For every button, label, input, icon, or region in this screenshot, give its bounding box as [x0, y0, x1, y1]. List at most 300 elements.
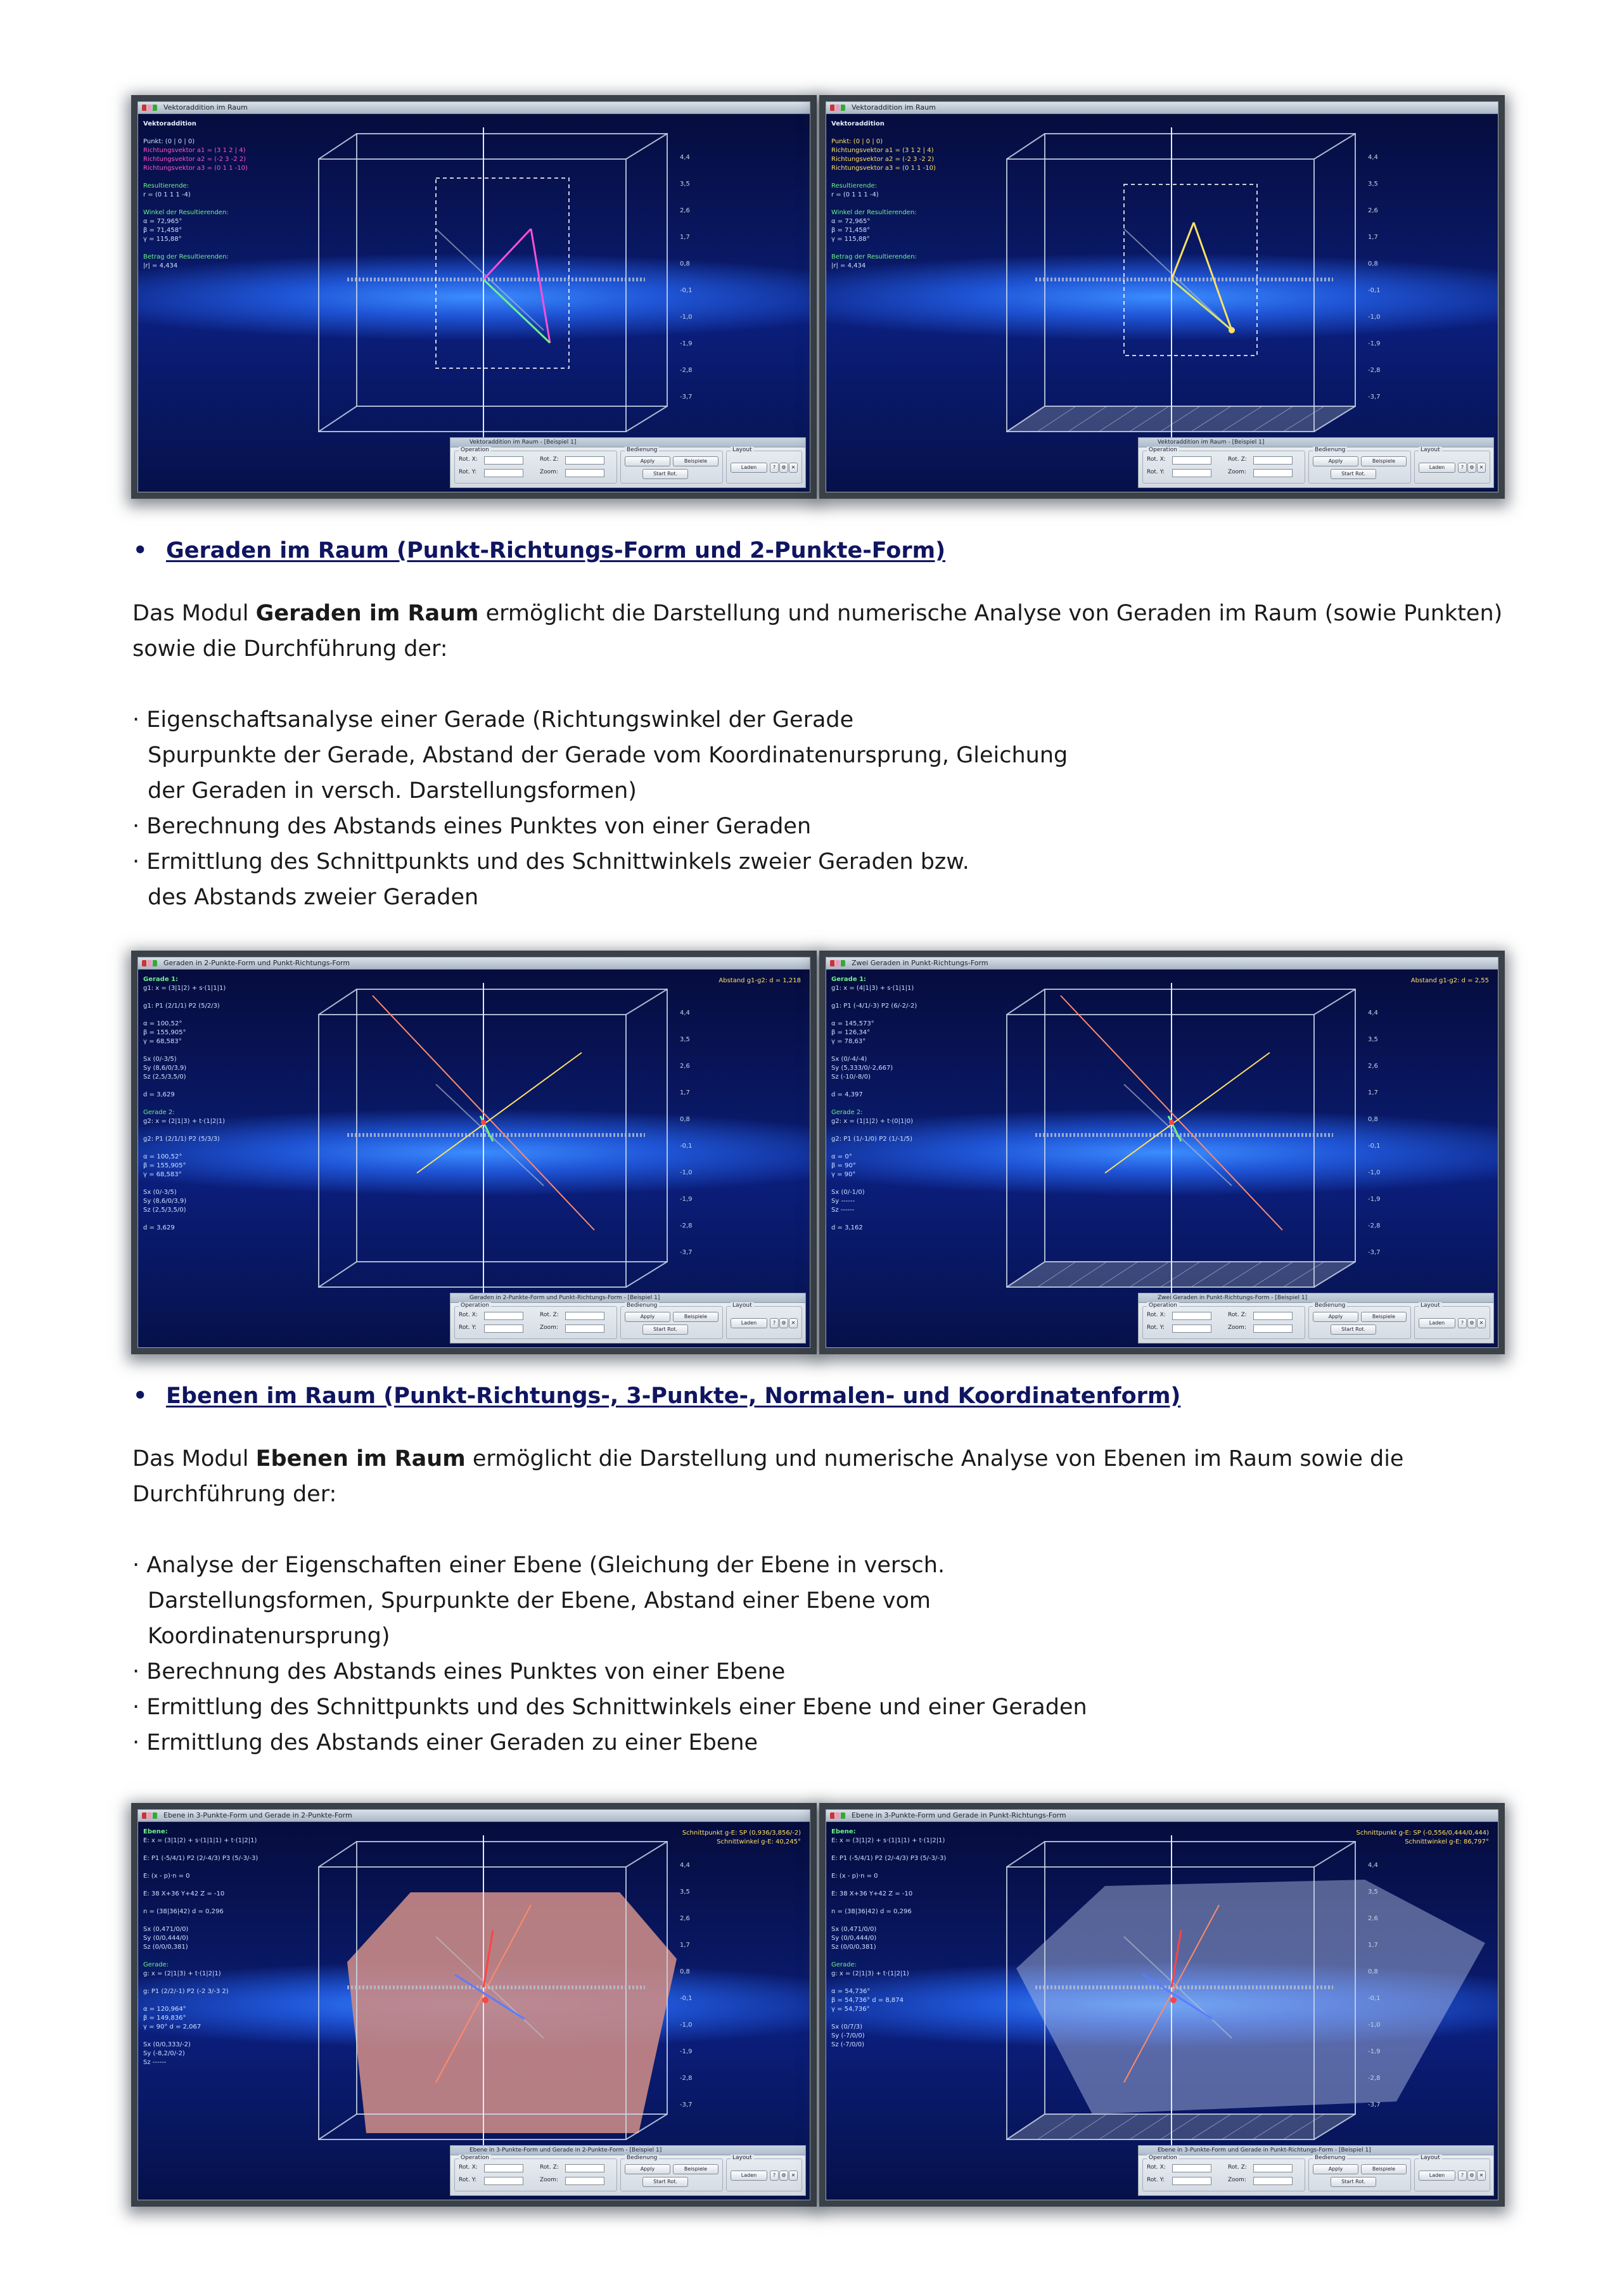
info-line: d = 3,162	[831, 1224, 863, 1231]
field-label: Rot. Z:	[540, 456, 559, 463]
heading-link-ebenen[interactable]: Ebenen im Raum (Punkt-Richtungs-, 3-Punkte-, Normalen- und Koordinatenform)	[166, 1383, 1181, 1409]
info-line: Sy (-8,2/0/-2)	[143, 2050, 185, 2057]
tick-label: 0,8	[680, 1116, 690, 1123]
info-line: E: x = (3|1|2) + s·(1|1|1) + t·(1|2|1)	[831, 1837, 945, 1844]
beispiele-button[interactable]: Beispiele	[673, 456, 718, 466]
screenshot-geraden-1	[137, 957, 810, 1348]
bedienung-group	[1308, 1302, 1411, 1339]
panel-title: Vektoraddition im Raum - [Beispiel 1]	[450, 438, 805, 447]
info-line: g: x = (2|1|3) + t·(1|2|1)	[143, 1970, 221, 1977]
info-line: Sy (0/0,444/0)	[143, 1935, 189, 1942]
window-title: Ebene in 3-Punkte-Form und Gerade in Punkt-Richtungs-Form	[826, 1810, 1498, 1822]
info-line: γ = 68,583°	[143, 1038, 182, 1045]
grid-floor	[1007, 406, 1355, 432]
tick-label: -1,9	[680, 1196, 693, 1203]
info-line: g1: x = (3|1|2) + s·(1|1|1)	[143, 985, 226, 992]
close-icon[interactable]: ✕	[789, 2171, 798, 2181]
value-spinner[interactable]	[1253, 469, 1293, 477]
list-item: · Ermittlung des Abstands einer Geraden zu einer Ebene	[132, 1730, 758, 1755]
info-line: Sz (2,5/3,5/0)	[143, 1207, 186, 1214]
control-panel	[1138, 1293, 1494, 1344]
field-label: Zoom:	[540, 469, 558, 475]
intro-text: ermöglicht die Darstellung und numerische Analyse von Ebenen im Raum sowie die Durchführung der:	[132, 1446, 1404, 1507]
tick-label: 4,4	[680, 1010, 690, 1017]
intro-prefix: Das Modul	[132, 1446, 256, 1472]
bullet-dot: •	[133, 1383, 148, 1409]
info-line: Sx (0,471/0/0)	[143, 1926, 189, 1933]
info-line: Gerade 2:	[143, 1109, 175, 1116]
settings-icon[interactable]: ⚙	[779, 2171, 788, 2181]
screenshot-ebenen-1	[137, 1809, 810, 2200]
help-icon[interactable]: ?	[1458, 2171, 1467, 2181]
intersection-point	[482, 1997, 489, 2003]
field-label: Zoom:	[1228, 1324, 1246, 1331]
value-spinner[interactable]	[1172, 2177, 1211, 2185]
group-label: Bedienung	[1313, 1302, 1347, 1309]
cube-back-face	[1045, 134, 1355, 406]
apply-button[interactable]: Apply	[625, 1312, 670, 1322]
info-line: E: x = (3|1|2) + s·(1|1|1) + t·(1|2|1)	[143, 1837, 257, 1844]
tick-label: -2,8	[1368, 367, 1381, 374]
start-rotation-button[interactable]: Start Rot.	[642, 2177, 688, 2187]
info-line: g2: P1 (2/1/1) P2 (5/3/3)	[143, 1136, 220, 1143]
group-label: Bedienung	[625, 2155, 659, 2161]
cube-front-face	[319, 1015, 626, 1287]
info-line: Winkel der Resultierenden:	[831, 209, 917, 216]
tick-label: 4,4	[680, 1862, 690, 1869]
cube-back-face	[357, 989, 667, 1262]
tick-label: 3,5	[680, 1036, 690, 1043]
value-spinner[interactable]	[484, 2164, 523, 2172]
operation-group	[454, 2155, 617, 2191]
window-title: Vektoraddition im Raum	[826, 102, 1498, 114]
group-label: Bedienung	[1313, 2155, 1347, 2161]
distance-readout: Abstand g1-g2: d = 2,55	[1410, 977, 1489, 984]
beispiele-button[interactable]: Beispiele	[1361, 1312, 1407, 1322]
info-line: Sy (-7/0/0)	[831, 2032, 865, 2039]
tick-label: 3,5	[1368, 1889, 1378, 1895]
scene-3d	[826, 1810, 1498, 2200]
point-marker	[481, 1120, 486, 1125]
info-line: Sx (0,471/0/0)	[831, 1926, 877, 1933]
info-line: Ebene:	[831, 1828, 856, 1835]
list-item: · Analyse der Eigenschaften einer Ebene (Gleichung der Ebene in versch.	[132, 1553, 945, 1578]
cube-edge	[1314, 1842, 1355, 1867]
tick-label: 0,8	[680, 1968, 690, 1975]
info-line: Gerade 1:	[831, 976, 867, 983]
field-label: Rot. Y:	[1147, 2177, 1165, 2183]
tick-label: -1,0	[680, 1169, 693, 1176]
operation-group	[454, 1302, 617, 1339]
tick-label: 1,7	[1368, 1089, 1378, 1096]
tick-label: 3,5	[680, 1889, 690, 1895]
info-line: Richtungsvektor a2 = (-2 3 -2 2)	[831, 156, 935, 163]
info-line: E: P1 (-5/4/1) P2 (2/-4/3) P3 (5/-3/-3)	[831, 1855, 947, 1862]
info-line: α = 100,52°	[143, 1020, 182, 1027]
settings-icon[interactable]: ⚙	[1467, 2171, 1476, 2181]
cube-edge	[319, 1842, 357, 1867]
value-spinner[interactable]	[1253, 2177, 1293, 2185]
info-line: Sx (0/-3/5)	[143, 1056, 177, 1063]
info-line: g2: P1 (1/-1/0) P2 (1/-1/5)	[831, 1136, 913, 1143]
tick-label: 1,7	[680, 1942, 690, 1949]
value-spinner[interactable]	[1253, 1312, 1293, 1320]
info-line: β = 149,836°	[143, 2015, 186, 2022]
layout-group	[726, 2155, 802, 2191]
field-label: Rot. X:	[459, 1312, 478, 1318]
intro-prefix: Das Modul	[132, 601, 256, 626]
tick-label: 1,7	[1368, 234, 1378, 241]
feature-list-geraden	[132, 702, 1526, 915]
list-item: · Eigenschaftsanalyse einer Gerade (Richtungswinkel der Gerade	[132, 707, 854, 733]
info-line: r = (0 1 1 1 -4)	[831, 191, 879, 198]
info-line: g2: x = (1|1|2) + t·(0|1|0)	[831, 1118, 914, 1125]
tick-label: 1,7	[680, 234, 690, 241]
bedienung-group	[620, 447, 723, 484]
info-line: Sz ------	[143, 2059, 167, 2066]
info-line: Betrag der Resultierenden:	[831, 253, 917, 260]
group-label: Bedienung	[625, 1302, 659, 1309]
info-line: Richtungsvektor a1 = (3 1 2 | 4)	[143, 147, 246, 154]
operation-group	[1142, 1302, 1305, 1339]
apply-button[interactable]: Apply	[1313, 2164, 1358, 2174]
intro-text: ermöglicht die Darstellung und numerische Analyse von Geraden im Raum (sowie Punkten) sowie die Durchführung der:	[132, 601, 1503, 662]
info-line: Punkt: (0 | 0 | 0)	[831, 138, 883, 145]
help-icon[interactable]: ?	[1458, 463, 1467, 473]
group-label: Operation	[1147, 2155, 1179, 2161]
info-line: |r| = 4,434	[143, 262, 178, 269]
value-spinner[interactable]	[565, 469, 604, 477]
laden-button[interactable]: Laden	[1419, 1318, 1455, 1328]
distance-readout: Abstand g1-g2: d = 1,218	[718, 977, 801, 984]
field-label: Rot. Z:	[1228, 1312, 1247, 1318]
settings-icon[interactable]: ⚙	[1467, 1318, 1476, 1328]
tick-label: -3,7	[1368, 1249, 1381, 1256]
scene-3d	[138, 958, 810, 1347]
screenshot-ebenen-2	[826, 1809, 1498, 2200]
info-line: E: (x - p)·n = 0	[831, 1873, 878, 1880]
info-line: Gerade 1:	[143, 976, 179, 983]
group-label: Bedienung	[625, 447, 659, 453]
tick-label: 2,6	[680, 207, 690, 214]
value-spinner[interactable]	[565, 456, 604, 465]
info-line: γ = 78,63°	[831, 1038, 866, 1045]
cube-edge	[1314, 134, 1355, 159]
start-rotation-button[interactable]: Start Rot.	[1331, 2177, 1376, 2187]
panel-title: Geraden in 2-Punkte-Form und Punkt-Richtungs-Form - [Beispiel 1]	[450, 1293, 805, 1303]
field-label: Rot. X:	[1147, 2164, 1166, 2171]
laden-button[interactable]: Laden	[731, 1318, 767, 1328]
apply-button[interactable]: Apply	[1313, 456, 1358, 466]
bedienung-group	[1308, 2155, 1411, 2191]
info-line: β = 126,34°	[831, 1029, 871, 1036]
settings-icon[interactable]: ⚙	[779, 1318, 788, 1328]
cube-front-face	[1007, 1015, 1314, 1287]
info-line: g: x = (2|1|3) + t·(1|2|1)	[831, 1970, 909, 1977]
cube-edge	[626, 1262, 667, 1287]
field-label: Rot. X:	[459, 2164, 478, 2171]
panel-title: Ebene in 3-Punkte-Form und Gerade in 2-Punkte-Form - [Beispiel 1]	[450, 2146, 805, 2155]
info-line: g1: x = (4|1|3) + s·(1|1|1)	[831, 985, 914, 992]
tick-label: 0,8	[1368, 1116, 1378, 1123]
tick-label: -0,1	[1368, 1995, 1381, 2002]
close-icon[interactable]: ✕	[1477, 463, 1486, 473]
tick-label: -0,1	[680, 1995, 693, 2002]
field-label: Rot. X:	[459, 456, 478, 463]
field-label: Zoom:	[1228, 469, 1246, 475]
window-title: Ebene in 3-Punkte-Form und Gerade in 2-Punkte-Form	[138, 1810, 810, 1822]
vector-a1	[483, 229, 531, 279]
info-line: Betrag der Resultierenden:	[143, 253, 229, 260]
window-title: Zwei Geraden in Punkt-Richtungs-Form	[826, 958, 1498, 970]
tick-label: -1,0	[1368, 1169, 1381, 1176]
help-icon[interactable]: ?	[770, 2171, 779, 2181]
value-spinner[interactable]	[484, 1312, 523, 1320]
value-spinner[interactable]	[484, 2177, 523, 2185]
info-line: g1: P1 (2/1/1) P2 (5/2/3)	[143, 1003, 220, 1010]
help-icon[interactable]: ?	[770, 1318, 779, 1328]
layout-group	[1414, 2155, 1490, 2191]
value-spinner[interactable]	[565, 1312, 604, 1320]
beispiele-button[interactable]: Beispiele	[1361, 2164, 1407, 2174]
control-panel	[1138, 437, 1494, 488]
field-label: Rot. Y:	[1147, 469, 1165, 475]
group-label: Layout	[1419, 1302, 1442, 1309]
screenshot-geraden-2	[826, 957, 1498, 1348]
info-line: n = (38|36|42) d = 0,296	[143, 1908, 224, 1915]
point-marker	[1229, 327, 1235, 333]
info-line: Sx (0/-1/0)	[831, 1189, 865, 1196]
cube-edge	[1314, 989, 1355, 1015]
field-label: Rot. Z:	[1228, 456, 1247, 463]
apply-button[interactable]: Apply	[625, 456, 670, 466]
info-line: β = 155,905°	[143, 1029, 186, 1036]
laden-button[interactable]: Laden	[731, 2171, 767, 2181]
tick-label: -3,7	[680, 2101, 693, 2108]
info-line: Sx (0/-3/5)	[143, 1189, 177, 1196]
panel-title: Vektoraddition im Raum - [Beispiel 1]	[1139, 438, 1493, 447]
value-spinner[interactable]	[1172, 469, 1211, 477]
intersection-readout: Schnittpunkt g-E: SP (0,936/3,856/-2) Schnittwinkel g-E: 40,245°	[682, 1830, 801, 1845]
tick-label: -1,9	[1368, 340, 1381, 347]
scene-3d	[826, 102, 1498, 492]
laden-button[interactable]: Laden	[1419, 463, 1455, 473]
start-rotation-button[interactable]: Start Rot.	[642, 1324, 688, 1335]
info-line: Sy (5,333/0/-2,667)	[831, 1065, 893, 1072]
scene-3d	[826, 958, 1498, 1347]
group-label: Layout	[731, 2155, 754, 2161]
tick-label: -1,9	[1368, 1196, 1381, 1203]
tick-label: -2,8	[680, 1222, 693, 1229]
info-line: α = 100,52°	[143, 1153, 182, 1160]
info-line: β = 90°	[831, 1162, 856, 1169]
field-label: Rot. X:	[1147, 1312, 1166, 1318]
group-label: Layout	[731, 447, 754, 453]
info-line: Sx (0/-4/-4)	[831, 1056, 867, 1063]
laden-button[interactable]: Laden	[1419, 2171, 1455, 2181]
cube-edge	[626, 1842, 667, 1867]
group-label: Operation	[1147, 447, 1179, 453]
tick-label: 2,6	[1368, 207, 1378, 214]
tick-label: 1,7	[680, 1089, 690, 1096]
cube-edge	[319, 134, 357, 159]
tick-label: 2,6	[680, 1915, 690, 1922]
section-heading-ebenen	[133, 1382, 1180, 1410]
value-spinner[interactable]	[565, 1324, 604, 1333]
heading-link-geraden[interactable]: Geraden im Raum (Punkt-Richtungs-Form und 2-Punkte-Form)	[166, 538, 946, 563]
value-spinner[interactable]	[1172, 1312, 1211, 1320]
info-line: Sz (0/0/0,381)	[143, 1944, 188, 1951]
apply-button[interactable]: Apply	[625, 2164, 670, 2174]
tick-label: 0,8	[680, 260, 690, 267]
tick-label: -3,7	[680, 1249, 693, 1256]
value-spinner[interactable]	[565, 2177, 604, 2185]
operation-group	[454, 447, 617, 484]
field-label: Zoom:	[540, 1324, 558, 1331]
group-label: Layout	[731, 1302, 754, 1309]
info-line: Resultierende:	[143, 183, 189, 189]
line-g2	[1105, 1053, 1270, 1173]
info-line: Gerade:	[143, 1961, 169, 1968]
value-spinner[interactable]	[1172, 2164, 1211, 2172]
tick-label: 0,8	[1368, 260, 1378, 267]
field-label: Rot. Y:	[459, 1324, 476, 1331]
vector-a2	[531, 229, 550, 343]
control-panel	[1138, 2145, 1494, 2196]
field-label: Rot. Y:	[1147, 1324, 1165, 1331]
info-line: α = 145,573°	[831, 1020, 874, 1027]
info-line: |r| = 4,434	[831, 262, 866, 269]
settings-icon[interactable]: ⚙	[1467, 463, 1476, 473]
screenshot-vektoraddition-1	[137, 101, 810, 492]
info-line: E: 38 X+36 Y+42 Z = -10	[831, 1890, 913, 1897]
field-label: Zoom:	[1228, 2177, 1246, 2183]
start-rotation-button[interactable]: Start Rot.	[1331, 469, 1376, 479]
field-label: Rot. Y:	[459, 2177, 476, 2183]
info-line: β = 155,905°	[143, 1162, 186, 1169]
cube-edge	[319, 2114, 357, 2139]
intro-paragraph-geraden	[132, 596, 1526, 667]
window-title: Vektoraddition im Raum	[138, 102, 810, 114]
vector-resultant	[483, 279, 550, 343]
tick-label: -1,9	[1368, 2048, 1381, 2055]
list-item-continuation: der Geraden in versch. Darstellungsformen)	[148, 778, 637, 804]
close-icon[interactable]: ✕	[1477, 1318, 1486, 1328]
info-line: Richtungsvektor a1 = (3 1 2 | 4)	[831, 147, 934, 154]
value-spinner[interactable]	[484, 1324, 523, 1333]
info-line: g: P1 (2/2/-1) P2 (-2 3/-3 2)	[143, 1988, 229, 1995]
plane-surface	[347, 1892, 677, 2133]
value-spinner[interactable]	[1253, 456, 1293, 465]
info-line: n = (38|36|42) d = 0,296	[831, 1908, 912, 1915]
cube-edge	[1007, 134, 1045, 159]
control-panel	[450, 1293, 806, 1344]
panel-title: Ebene in 3-Punkte-Form und Gerade in Punkt-Richtungs-Form - [Beispiel 1]	[1139, 2146, 1493, 2155]
info-line: α = 120,964°	[143, 2006, 186, 2013]
value-spinner[interactable]	[1172, 456, 1211, 465]
tick-label: -2,8	[1368, 1222, 1381, 1229]
operation-group	[1142, 447, 1305, 484]
laden-button[interactable]: Laden	[731, 463, 767, 473]
info-line: Sz (0/0/0,381)	[831, 1944, 876, 1951]
grid-floor	[1007, 2114, 1355, 2139]
settings-icon[interactable]: ⚙	[779, 463, 788, 473]
help-icon[interactable]: ?	[1458, 1318, 1467, 1328]
bedienung-group	[620, 2155, 723, 2191]
intro-paragraph-ebenen	[132, 1441, 1526, 1512]
value-spinner[interactable]	[484, 469, 523, 477]
window-title: Geraden in 2-Punkte-Form und Punkt-Richtungs-Form	[138, 958, 810, 970]
list-item-continuation: Koordinatenursprung)	[148, 1624, 390, 1649]
close-icon[interactable]: ✕	[789, 463, 798, 473]
module-name: Geraden im Raum	[255, 601, 479, 626]
list-item: · Berechnung des Abstands eines Punktes von einer Ebene	[132, 1659, 786, 1684]
start-rotation-button[interactable]: Start Rot.	[642, 469, 688, 479]
tick-label: -0,1	[1368, 1143, 1381, 1150]
list-item: · Ermittlung des Schnittpunkts und des Schnittwinkels zweier Geraden bzw.	[132, 849, 969, 875]
group-label: Operation	[459, 2155, 491, 2161]
info-line: E: (x - p)·n = 0	[143, 1873, 190, 1880]
close-icon[interactable]: ✕	[1477, 2171, 1486, 2181]
value-spinner[interactable]	[484, 456, 523, 465]
apply-button[interactable]: Apply	[1313, 1312, 1358, 1322]
tick-label: 3,5	[1368, 181, 1378, 188]
info-line: Gerade 2:	[831, 1109, 863, 1116]
bullet-dot: •	[133, 538, 148, 563]
info-line: α = 54,736°	[831, 1988, 871, 1995]
line-g2	[417, 1053, 582, 1173]
list-item-continuation: Spurpunkte der Gerade, Abstand der Gerade vom Koordinatenursprung, Gleichung	[148, 743, 1068, 768]
tick-label: 2,6	[680, 1063, 690, 1070]
tick-label: -0,1	[1368, 287, 1381, 294]
tick-label: 4,4	[1368, 1862, 1378, 1869]
panel-title: Zwei Geraden in Punkt-Richtungs-Form - [Beispiel 1]	[1139, 1293, 1493, 1303]
section-heading-geraden	[133, 537, 945, 565]
value-spinner[interactable]	[1253, 2164, 1293, 2172]
info-line: Punkt: (0 | 0 | 0)	[143, 138, 195, 145]
field-label: Rot. Y:	[459, 469, 476, 475]
tick-label: -3,7	[680, 394, 693, 401]
beispiele-button[interactable]: Beispiele	[673, 1312, 718, 1322]
beispiele-button[interactable]: Beispiele	[673, 2164, 718, 2174]
info-line: g1: P1 (-4/1/-3) P2 (6/-2/-2)	[831, 1003, 917, 1010]
start-rotation-button[interactable]: Start Rot.	[1331, 1324, 1376, 1335]
beispiele-button[interactable]: Beispiele	[1361, 456, 1407, 466]
value-spinner[interactable]	[565, 2164, 604, 2172]
info-line: Sz (-7/0/0)	[831, 2041, 865, 2048]
info-line: γ = 115,88°	[831, 236, 870, 243]
help-icon[interactable]: ?	[770, 463, 779, 473]
value-spinner[interactable]	[1172, 1324, 1211, 1333]
scene-3d	[138, 102, 810, 492]
tick-label: -1,0	[1368, 2022, 1381, 2029]
vector-a1	[1172, 222, 1194, 279]
value-spinner[interactable]	[1253, 1324, 1293, 1333]
info-line: γ = 90°	[831, 1171, 856, 1178]
cube-edge	[1007, 989, 1045, 1015]
bedienung-group	[1308, 447, 1411, 484]
tick-label: -2,8	[1368, 2075, 1381, 2082]
plane-surface	[1016, 1880, 1485, 2114]
intersection-readout: Schnittpunkt g-E: SP (-0,556/0,444/0,444) Schnittwinkel g-E: 86,797°	[1356, 1830, 1489, 1845]
intersection-point	[1170, 1997, 1177, 2003]
info-line: Vektoraddition	[143, 120, 196, 127]
close-icon[interactable]: ✕	[789, 1318, 798, 1328]
cube-edge	[319, 1262, 357, 1287]
point-marker	[1169, 1120, 1174, 1125]
info-line: Vektoraddition	[831, 120, 884, 127]
operation-group	[1142, 2155, 1305, 2191]
